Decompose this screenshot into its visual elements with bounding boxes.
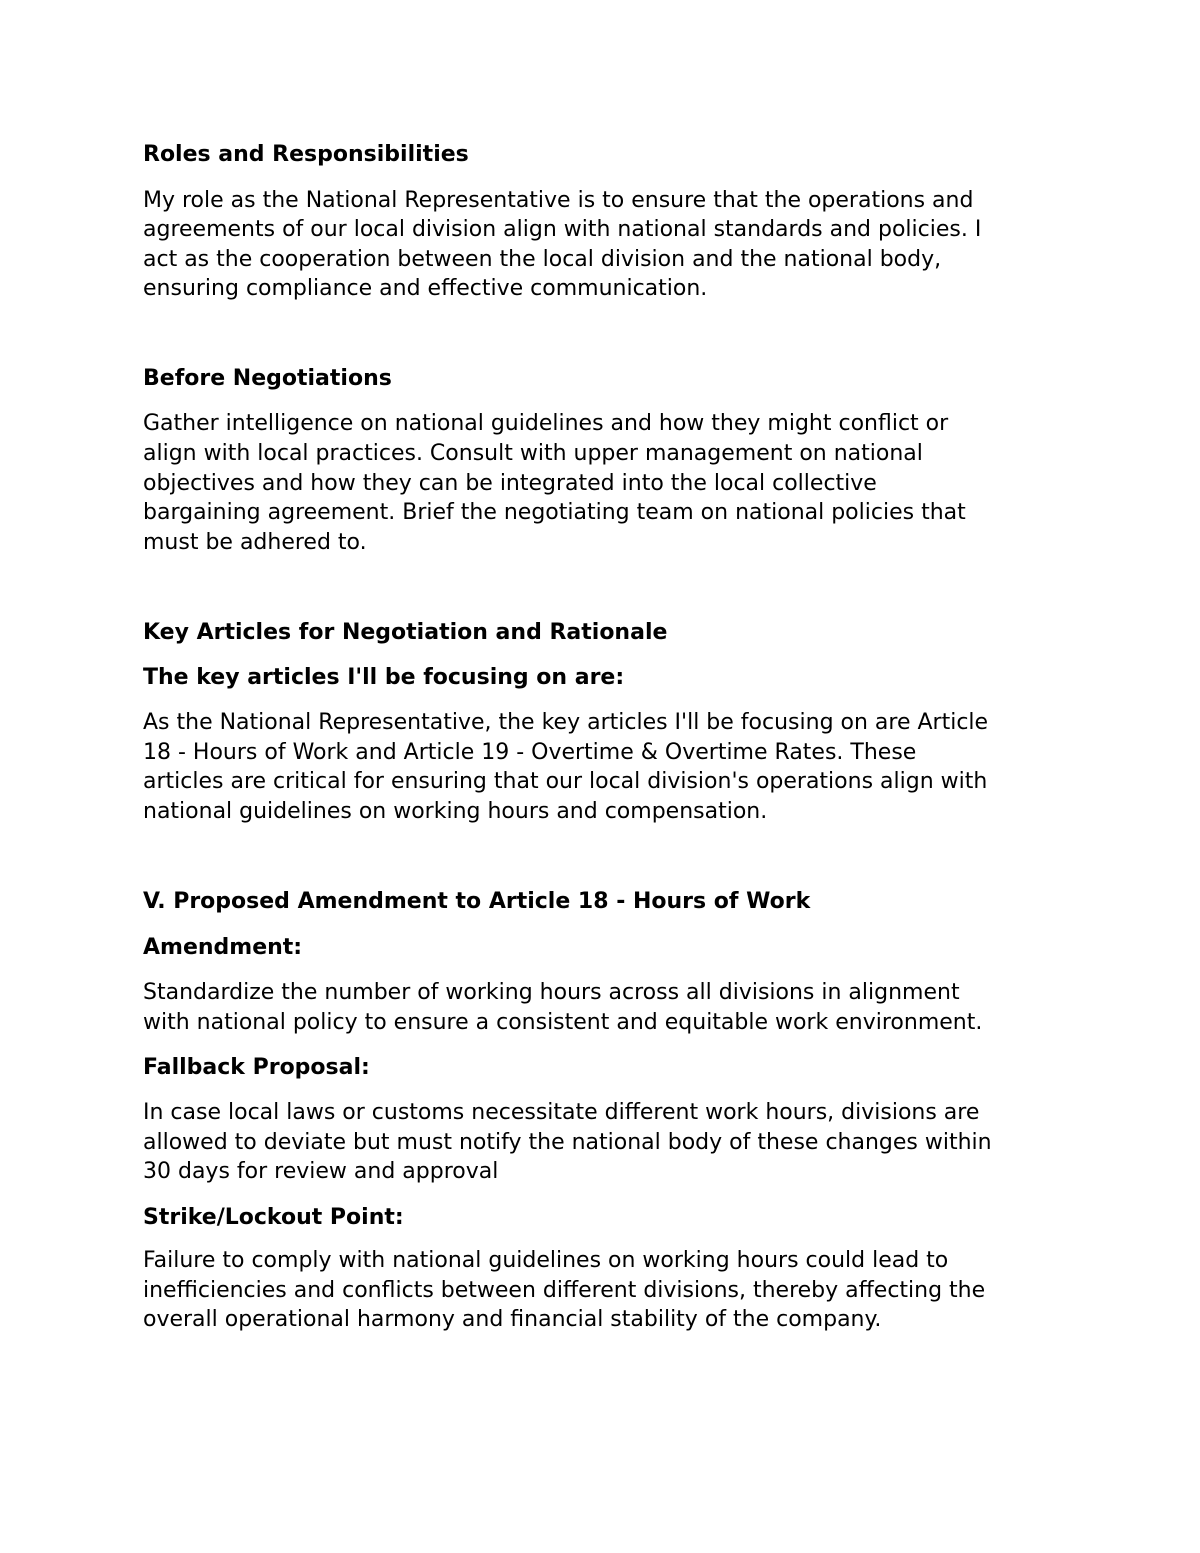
- section-heading-before-negotiations: Before Negotiations: [143, 366, 392, 391]
- before-negotiations-text-line: must be adhered to.: [143, 530, 367, 555]
- key-articles-text-line: national guidelines on working hours and compensation.: [143, 799, 768, 824]
- fallback-text-line: allowed to deviate but must notify the national body of these changes within: [143, 1130, 992, 1155]
- amendment-label: Amendment:: [143, 935, 303, 960]
- section-heading-proposed-amendment: V. Proposed Amendment to Article 18 - Hours of Work: [143, 889, 811, 914]
- amendment-text-line: with national policy to ensure a consistent and equitable work environment.: [143, 1010, 983, 1035]
- roles-text-line: My role as the National Representative is to ensure that the operations and: [143, 188, 974, 213]
- key-articles-subheading: The key articles I'll be focusing on are:: [143, 665, 625, 690]
- fallback-text-line: In case local laws or customs necessitate different work hours, divisions are: [143, 1100, 980, 1125]
- key-articles-text-line: 18 - Hours of Work and Article 19 - Overtime & Overtime Rates. These: [143, 740, 917, 765]
- before-negotiations-text-line: objectives and how they can be integrated into the local collective: [143, 471, 877, 496]
- roles-text-line: act as the cooperation between the local division and the national body,: [143, 247, 942, 272]
- fallback-proposal-label: Fallback Proposal:: [143, 1055, 370, 1080]
- section-heading-key-articles: Key Articles for Negotiation and Rationale: [143, 620, 668, 645]
- before-negotiations-text-line: Gather intelligence on national guidelines and how they might conflict or: [143, 411, 949, 436]
- amendment-text-line: Standardize the number of working hours across all divisions in alignment: [143, 980, 960, 1005]
- key-articles-text-line: articles are critical for ensuring that our local division's operations align with: [143, 769, 988, 794]
- strike-text-line: Failure to comply with national guidelines on working hours could lead to: [143, 1248, 949, 1273]
- before-negotiations-text-line: align with local practices. Consult with upper management on national: [143, 441, 923, 466]
- key-articles-text-line: As the National Representative, the key articles I'll be focusing on are Article: [143, 710, 989, 735]
- fallback-text-line: 30 days for review and approval: [143, 1159, 499, 1184]
- roles-text-line: agreements of our local division align with national standards and policies. I: [143, 217, 982, 242]
- section-heading-roles: Roles and Responsibilities: [143, 142, 469, 167]
- strike-lockout-label: Strike/Lockout Point:: [143, 1205, 404, 1230]
- strike-text-line: overall operational harmony and financial stability of the company.: [143, 1307, 882, 1332]
- before-negotiations-text-line: bargaining agreement. Brief the negotiating team on national policies that: [143, 500, 966, 525]
- strike-text-line: inefficiencies and conflicts between different divisions, thereby affecting the: [143, 1278, 986, 1303]
- roles-text-line: ensuring compliance and effective communication.: [143, 276, 708, 301]
